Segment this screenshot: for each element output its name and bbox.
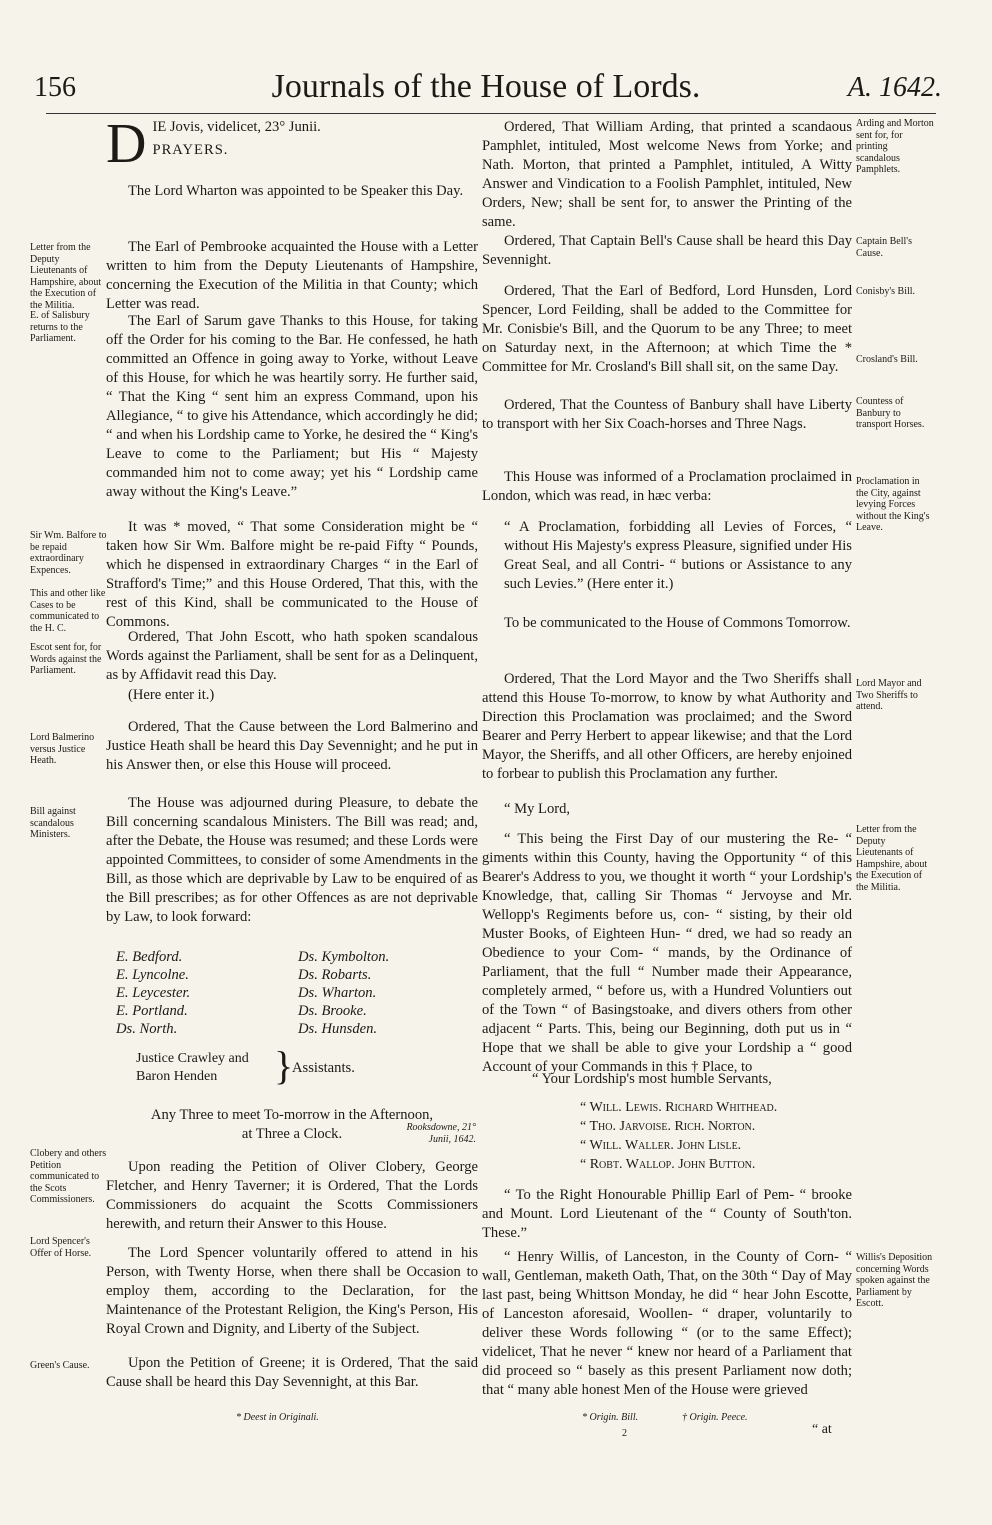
margin-note: Letter from the Deputy Lieutenants of Hampshire, about the Execution of the Militia.	[30, 242, 102, 311]
letter-salutation: “ My Lord,	[504, 801, 571, 817]
margin-note: Lord Balmerino versus Justice Heath.	[30, 732, 95, 766]
signatures	[580, 1098, 777, 1174]
prayers-heading: PRAYERS.	[152, 142, 229, 158]
date-heading	[106, 113, 478, 175]
scandalous-ministers-entry: The House was adjourned during Pleasure, to debate the Bill concerning scandalous Ministers. The Bill was read; and, after the Debate, the House was resumed; and these Lords were appointed Committees, to consider of some Amendments in the Bill, as those which are deprivable by Law to be enquired of as the Bill prescribes; as for other Offences as are not deprivable by Law, to look forward:	[106, 795, 478, 925]
margin-note: Lord Mayor and Two Sheriffs to attend.	[856, 678, 922, 712]
margin-note: Escot sent for, for Words against the Parliament.	[30, 642, 102, 676]
proclamation-entry: This House was informed of a Proclamation proclaimed in London, which was read, in hæc verba:	[482, 469, 852, 504]
running-title: Journals of the House of Lords.	[271, 68, 701, 105]
page-number: 156	[34, 72, 76, 103]
margin-note: E. of Salisbury returns to the Parliament.	[30, 310, 90, 344]
greene-entry: Upon the Petition of Greene; it is Ordered, That the said Cause shall be heard this Day Sevennight, at this Bar.	[106, 1355, 478, 1390]
committee-member: Ds. Hunsden.	[298, 1021, 378, 1037]
footnote: * Origin. Bill.	[582, 1412, 639, 1423]
footnote: * Deest in Originali.	[236, 1412, 319, 1423]
drop-cap: D	[106, 113, 147, 175]
margin-note: Letter from the Deputy Lieutenants of Hampshire, about the Execution of the Militia.	[856, 824, 928, 893]
footnote: † Origin. Peece.	[682, 1412, 748, 1423]
margin-note: Lord Spencer's Offer of Horse.	[30, 1236, 92, 1259]
pembroke-entry: The Earl of Pembrooke acquainted the House with a Letter written to him from the Deputy Lieutenants of Hampshire, concerning the Execution of the Militia in that County; which Letter was read.	[106, 239, 478, 312]
margin-note: Sir Wm. Balfore to be repaid extraordinary Expences.	[30, 530, 107, 576]
margin-note: Willis's Deposition concerning Words spoken against the Parliament by Escott.	[856, 1252, 933, 1309]
margin-note: Proclamation in the City, against levying Forces without the King's Leave.	[856, 476, 930, 533]
brace: }	[274, 1043, 294, 1088]
bedford-entry: Ordered, That the Earl of Bedford, Lord Hunsden, Lord Spencer, Lord Feilding, shall be added to the Committee for Mr. Conisbie's Bill, and the Quorum to be any Three; to meet on Saturday next, in the Afternoon; at which Time the * Committee for Mr. Crosland's Bill shall sit, on the same Day.	[482, 283, 852, 375]
escott-enter-note: (Here enter it.)	[128, 687, 215, 703]
signature-line: “ Will. Lewis. Richard Whithead.	[580, 1100, 778, 1115]
signature-line: “ Will. Waller. John Lisle.	[580, 1138, 742, 1153]
speaker-entry: The Lord Wharton was appointed to be Speaker this Day.	[128, 183, 464, 199]
committee-member: E. Lyncolne.	[116, 967, 189, 983]
header-rule	[46, 113, 936, 114]
committee-member: Ds. Kymbolton.	[298, 949, 390, 965]
signature-line: “ Tho. Jarvoise. Rich. Norton.	[580, 1119, 756, 1134]
committee-member: Ds. North.	[116, 1021, 178, 1037]
escott-entry: Ordered, That John Escott, who hath spoken scandalous Words against the Parliament, shall be sent for as a Delinquent, as by Affidavit read this Day.	[106, 629, 478, 683]
mayor-entry: Ordered, That the Lord Mayor and the Two Sheriffs shall attend this House To-morrow, to know by what Authority and Direction this Proclamation was proclaimed; and the Sword Bearer and Perry Herbert to appear likewise; and that the Lord Mayor, the Sheriffs, and all other Officers, are hereby enjoined to forbear to publish this Proclamation any further.	[482, 671, 852, 782]
balmerino-entry: Ordered, That the Cause between the Lord Balmerino and Justice Heath shall be heard this Day Sevennight; and he put in his Answer then, or else this House will proceed.	[106, 719, 478, 773]
margin-note: Captain Bell's Cause.	[856, 236, 912, 259]
proclamation-quote: “ A Proclamation, forbidding all Levies of Forces, “ without His Majesty's express Pleasure, signified under His Great Seal, and all Contri- “ butions or Assistance to any such Levies.” (Here enter it.)	[504, 519, 852, 592]
margin-note: Conisby's Bill.	[856, 286, 916, 297]
meeting-entry: Any Three to meet To-morrow in the Afternoon, at Three a Clock.	[150, 1107, 434, 1142]
committee-member: E. Leycester.	[116, 985, 191, 1001]
balfore-entry: It was * moved, “ That some Consideration might be “ taken how Sir Wm. Balfore might be re-paid Fifty “ Pounds, which he dispensed in extraordinary Charges “ in the Earl of Strafford's Time;” and this House Ordered, That this, with the rest of this Kind, shall be communicated to the House of Commons.	[106, 519, 478, 630]
assistants-names	[136, 1050, 276, 1086]
willis-deposition: “ Henry Willis, of Lanceston, in the County of Corn- “ wall, Gentleman, maketh Oath, That, on the 30th “ Day of May last past, being Whittson Monday, he did “ hear John Escotte, of Lanceston aforesaid, Woollen- “ draper, voluntarily to deliver these Words following “ (or to the same Effect); videlicet, That he never “ knew nor heard of a Parliament that did proceed so “ basely as this present Parliament now doth; that “ many able honest Men of the House were grieved	[482, 1249, 852, 1398]
margin-note: Bill against scandalous Ministers.	[30, 806, 76, 840]
assistant-name: Baron Henden	[136, 1069, 218, 1084]
letter-body: “ This being the First Day of our mustering the Re- “ giments within this County, having the Opportunity “ of this Bearer's Address to you, we thought it worth “ your Lordship's Knowledge, that, calling Sir Thomas “ Jervoyse and Mr. Wellopp's Regiments before us, con- “ sisting, by their old Muster Books, of Eighteen Hun- “ dred, we had so ready an Obedience to your Com- “ mands, by the Ordinance of Parliament, that the full “ Number made their Appearance, completely armed, “ before us, with a Hundred Voluntiers out of the Town “ of Basingstoake, and divers others from other adjacent “ Parts. This, being our Beginning, doth put us in “ Hope that we shall be able to give your Lordship a “ good Account of your Commands in this † Place, to	[482, 831, 852, 1075]
margin-note: Crosland's Bill.	[856, 354, 918, 365]
sarum-entry: The Earl of Sarum gave Thanks to this House, for taking off the Order for his coming to the Bar. He confessed, he hath committed an Offence in going away to Yorke, without Leave of this House, for which he was heartily sorry. He further said, “ That the King “ sent him an express Command, upon his Allegiance, “ to give his Attendance, which accordingly he did; “ and when his Lordship came to Yorke, he desired the “ King's Leave to come to the Parliament; but His “ Majesty commanded him not to come away; yet his “ Lordship came away without the King's Leave.”	[106, 313, 478, 500]
clobery-entry: Upon reading the Petition of Oliver Clobery, George Fletcher, and Henry Taverner; it is Ordered, That the Lords Commissioners do acquaint the Scotts Commissioners herewith, and return their Answer to this House.	[106, 1159, 478, 1232]
year-marker: A. 1642.	[847, 72, 942, 103]
committee-member: Ds. Wharton.	[298, 985, 377, 1001]
catchword: “ at	[812, 1422, 832, 1437]
assistant-name: Justice Crawley and	[136, 1051, 249, 1066]
arding-entry: Ordered, That William Arding, that printed a scandaous Pamphlet, intituled, Most welcome News from Yorke; and Nath. Morton, that printed a Pamphlet, intituled, A Witty Answer and Vindication to a Foolish Pamphlet, intituled, New Orders, New; shall be sent for, to answer the Printing of the same.	[482, 119, 852, 230]
committee-member: Ds. Brooke.	[298, 1003, 367, 1019]
page-header	[26, 62, 946, 108]
signature-line: “ Robt. Wallop. John Button.	[580, 1157, 756, 1172]
margin-note: This and other like Cases to be communicated to the H. C.	[30, 588, 106, 634]
margin-note: Countess of Banbury to transport Horses.	[856, 396, 925, 430]
margin-note: Clobery and others Petition communicated to the Scots Commissioners.	[30, 1148, 107, 1205]
bell-entry: Ordered, That Captain Bell's Cause shall be heard this Day Sevennight.	[482, 233, 852, 268]
margin-note: Green's Cause.	[30, 1360, 90, 1371]
committee-member: Ds. Robarts.	[298, 967, 372, 983]
assistants-label: Assistants.	[292, 1060, 355, 1076]
letter-address: “ To the Right Honourable Phillip Earl of Pem- “ brooke and Mount. Lord Lieutenant of the “ County of South'ton. These.”	[482, 1187, 852, 1241]
commons-entry: To be communicated to the House of Commons Tomorrow.	[504, 615, 851, 631]
signature-mark: 2	[622, 1428, 627, 1439]
committee-member: E. Bedford.	[116, 949, 183, 965]
committee-member: E. Portland.	[116, 1003, 188, 1019]
letter-closing: “ Your Lordship's most humble Servants,	[532, 1071, 772, 1087]
spencer-entry: The Lord Spencer voluntarily offered to attend in his Person, with Twenty Horse, when there shall be Occasion to employ them, according to the Declaration, for the Maintenance of the Protestant Religion, the King's Person, His Royal Crown and Dignity, and Liberty of the Subject.	[106, 1245, 478, 1337]
letter-date: Rooksdowne, 21° Junii, 1642.	[406, 1122, 476, 1145]
date-line: IE Jovis, videlicet, 23° Junii.	[152, 119, 321, 135]
assistants-block	[136, 1043, 466, 1090]
banbury-entry: Ordered, That the Countess of Banbury shall have Liberty to transport with her Six Coach-horses and Three Nags.	[482, 397, 852, 432]
margin-note: Arding and Morton sent for, for printing scandalous Pamphlets.	[856, 118, 934, 175]
